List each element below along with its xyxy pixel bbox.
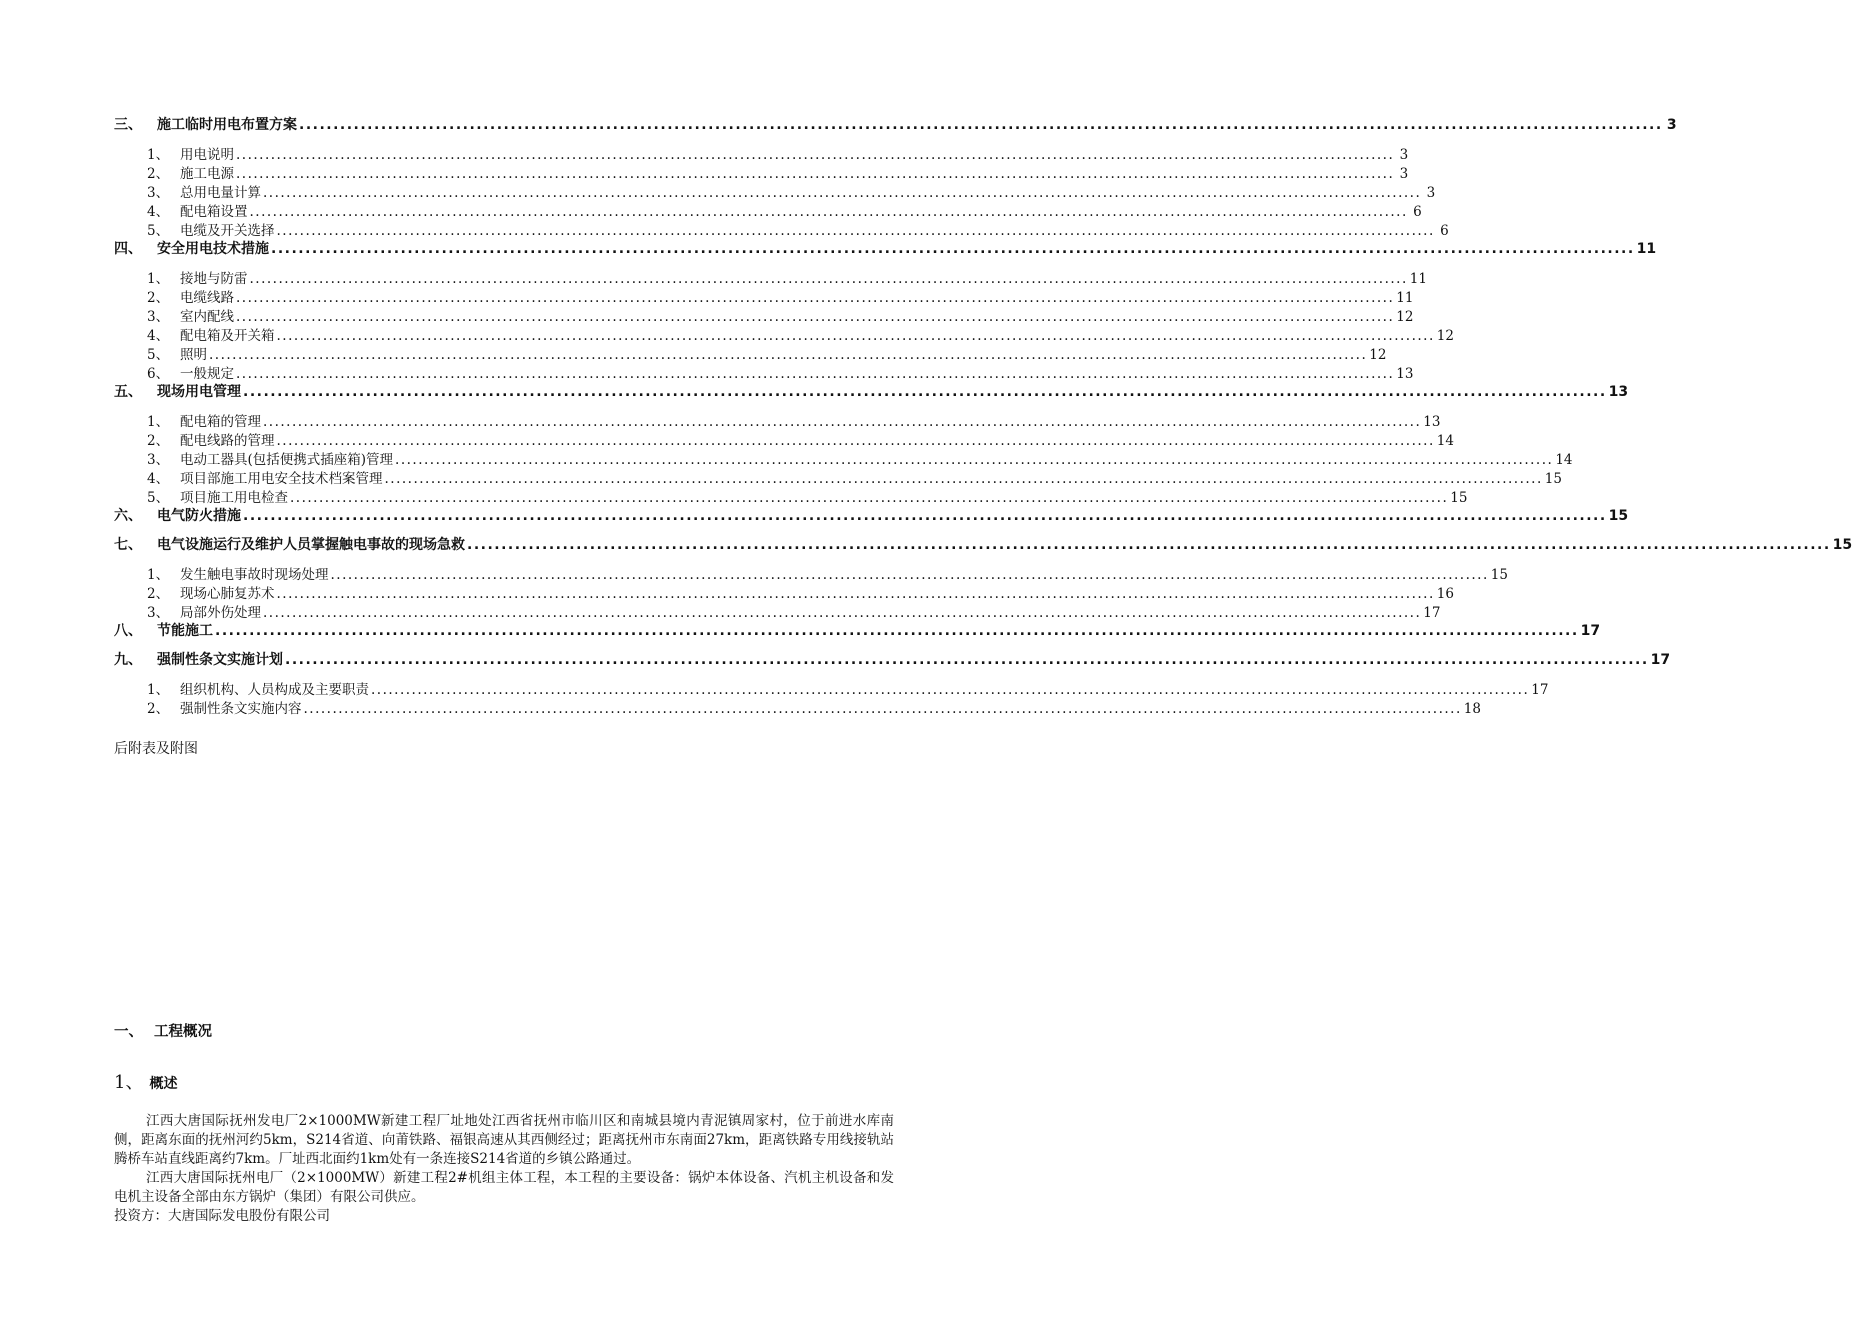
toc-page-number: 11 [1409, 271, 1427, 287]
toc-entry-title: 照明 [180, 347, 207, 363]
toc-entry-title: 局部外伤处理 [180, 605, 261, 621]
toc-entry-number: 三、 [114, 117, 142, 133]
toc-entry-title: 用电说明 [180, 147, 234, 163]
toc-entry-title: 节能施工 [157, 623, 213, 639]
toc-dot-leader: ........................................................................................................................................................................................................ [276, 586, 1435, 602]
toc-entry-title: 强制性条文实施内容 [180, 701, 302, 717]
toc-entry-title: 强制性条文实施计划 [157, 652, 283, 668]
subsection-title: 概述 [149, 1076, 178, 1092]
toc-entry-number: 1、 [147, 147, 170, 163]
toc-entry-number: 6、 [147, 366, 170, 382]
toc-entry-number: 八、 [114, 623, 142, 639]
toc-dot-leader: ........................................................................................................................................................................................................ [236, 366, 1395, 382]
toc-page-number: 17 [1423, 605, 1441, 621]
toc-dot-leader: ........................................................................................................................................................................................................ [243, 384, 1607, 400]
toc-entry[interactable] [114, 324, 1454, 344]
toc-page-number: 18 [1463, 701, 1481, 717]
toc-page-number: 15 [1608, 508, 1629, 524]
toc-entry-title: 室内配线 [180, 309, 234, 325]
toc-page-number: 15 [1490, 567, 1508, 583]
toc-dot-leader: ........................................................................................................................................................................................................ [249, 271, 1408, 287]
toc-page-number: 15 [1544, 471, 1562, 487]
toc-page-number: 12 [1396, 309, 1414, 325]
toc-dot-leader: ........................................................................................................................................................................................................ [236, 147, 1395, 163]
toc-entry[interactable] [114, 563, 1508, 583]
toc-dot-leader: ........................................................................................................................................................................................................ [243, 508, 1607, 524]
toc-entry[interactable] [114, 238, 1657, 267]
toc-entry[interactable] [114, 486, 1468, 506]
toc-page-number: 11 [1396, 290, 1414, 306]
section-heading [114, 1020, 212, 1041]
toc-dot-leader: ........................................................................................................................................................................................................ [299, 117, 1663, 133]
toc-page-number: 3 [1666, 117, 1677, 133]
toc-entry-title: 电缆及开关选择 [180, 223, 275, 239]
toc-entry-number: 五、 [114, 384, 142, 400]
toc-entry[interactable] [114, 114, 1677, 143]
toc-entry[interactable] [114, 381, 1629, 410]
toc-entry-number: 3、 [147, 452, 170, 468]
toc-dot-leader: ........................................................................................................................................................................................................ [263, 605, 1422, 621]
toc-entry[interactable] [114, 678, 1549, 698]
toc-dot-leader: ........................................................................................................................................................................................................ [276, 328, 1435, 344]
toc-entry-title: 组织机构、人员构成及主要职责 [180, 682, 369, 698]
toc-dot-leader: ........................................................................................................................................................................................................ [236, 309, 1395, 325]
toc-entry[interactable] [114, 582, 1454, 602]
toc-entry[interactable] [114, 305, 1414, 325]
toc-page-number: 6 [1440, 223, 1449, 239]
paragraph-equipment: 江西大唐国际抚州电厂（2×1000MW）新建工程2#机组主体工程，本工程的主要设备：锅炉本体设备、汽机主机设备和发电机主设备全部由东方锅炉（集团）有限公司供应。 [114, 1170, 894, 1205]
toc-entry-number: 4、 [147, 471, 170, 487]
toc-entry-number: 5、 [147, 490, 170, 506]
toc-entry-number: 3、 [147, 185, 170, 201]
toc-entry[interactable] [114, 534, 1852, 563]
toc-entry[interactable] [114, 267, 1427, 287]
toc-page-number: 13 [1608, 384, 1629, 400]
toc-page-number: 6 [1413, 204, 1422, 220]
toc-entry[interactable] [114, 467, 1562, 487]
toc-entry-title: 现场心肺复苏术 [180, 586, 275, 602]
toc-page-number: 3 [1426, 185, 1436, 201]
body-text [114, 1112, 894, 1226]
toc-dot-leader: ........................................................................................................................................................................................................ [395, 452, 1554, 468]
toc-entry-title: 配电箱及开关箱 [180, 328, 275, 344]
toc-page-number: 12 [1436, 328, 1454, 344]
toc-entry-title: 现场用电管理 [157, 384, 241, 400]
section-title: 工程概况 [154, 1024, 212, 1040]
toc-entry-title: 发生触电事故时现场处理 [180, 567, 329, 583]
toc-page-number: 3 [1399, 147, 1409, 163]
toc-page-number: 13 [1423, 414, 1441, 430]
toc-entry-title: 电气设施运行及维护人员掌握触电事故的现场急救 [157, 537, 465, 553]
toc-entry[interactable] [114, 697, 1481, 717]
toc-dot-leader: ........................................................................................................................................................................................................ [330, 567, 1489, 583]
toc-entry-number: 1、 [147, 567, 170, 583]
toc-page-number: 17 [1580, 623, 1601, 639]
toc-entry-number: 5、 [147, 347, 170, 363]
subsection-heading [114, 1068, 177, 1094]
toc-entry-title: 一般规定 [180, 366, 234, 382]
toc-entry[interactable] [114, 410, 1441, 430]
toc-page-number: 17 [1650, 652, 1671, 668]
toc-dot-leader: ........................................................................................................................................................................................................ [215, 623, 1579, 639]
toc-page-number: 12 [1369, 347, 1387, 363]
subsection-number: 1、 [114, 1072, 144, 1093]
paragraph-investor: 投资方：大唐国际发电股份有限公司 [114, 1208, 330, 1224]
toc-entry-title: 项目施工用电检查 [180, 490, 288, 506]
toc-page-number: 15 [1832, 537, 1852, 553]
toc-entry-number: 3、 [147, 605, 170, 621]
toc-entry-title: 施工电源 [180, 166, 234, 182]
toc-entry-title: 总用电量计算 [180, 185, 261, 201]
toc-page-number: 14 [1436, 433, 1454, 449]
toc-entry[interactable] [114, 181, 1436, 201]
toc-entry-number: 七、 [114, 537, 142, 553]
toc-entry[interactable] [114, 286, 1414, 306]
table-of-contents [114, 114, 1852, 717]
toc-entry-number: 2、 [147, 433, 170, 449]
toc-page-number: 13 [1396, 366, 1414, 382]
toc-entry[interactable] [114, 200, 1422, 220]
toc-entry[interactable] [114, 601, 1441, 621]
toc-entry-title: 配电线路的管理 [180, 433, 275, 449]
appendix-note: 后附表及附图 [114, 741, 198, 757]
toc-page-number: 15 [1450, 490, 1468, 506]
toc-dot-leader: ........................................................................................................................................................................................................ [236, 166, 1395, 182]
toc-dot-leader: ........................................................................................................................................................................................................ [209, 347, 1368, 363]
toc-dot-leader: ........................................................................................................................................................................................................ [263, 414, 1422, 430]
toc-entry[interactable] [114, 429, 1454, 449]
toc-page-number: 3 [1399, 166, 1409, 182]
toc-entry-title: 配电箱的管理 [180, 414, 261, 430]
toc-entry-title: 电气防火措施 [157, 508, 241, 524]
toc-entry[interactable] [114, 448, 1573, 468]
toc-dot-leader: ........................................................................................................................................................................................................ [384, 471, 1543, 487]
toc-entry[interactable] [114, 649, 1671, 678]
toc-entry-number: 六、 [114, 508, 142, 524]
toc-dot-leader: ........................................................................................................................................................................................................ [276, 223, 1435, 239]
toc-dot-leader: ........................................................................................................................................................................................................ [276, 433, 1435, 449]
section-number: 一、 [114, 1024, 143, 1040]
toc-entry-number: 5、 [147, 223, 170, 239]
toc-entry-title: 施工临时用电布置方案 [157, 117, 297, 133]
toc-page-number: 14 [1555, 452, 1573, 468]
toc-entry-title: 电动工器具(包括便携式插座箱)管理 [180, 452, 394, 468]
toc-entry-number: 1、 [147, 271, 170, 287]
toc-entry-number: 2、 [147, 701, 170, 717]
toc-page-number: 17 [1531, 682, 1549, 698]
toc-dot-leader: ........................................................................................................................................................................................................ [371, 682, 1530, 698]
toc-entry-number: 4、 [147, 328, 170, 344]
toc-entry[interactable] [114, 362, 1414, 382]
toc-dot-leader: ........................................................................................................................................................................................................ [236, 290, 1395, 306]
toc-entry-number: 1、 [147, 414, 170, 430]
toc-entry-number: 2、 [147, 586, 170, 602]
toc-entry[interactable] [114, 162, 1409, 182]
toc-entry-title: 电缆线路 [180, 290, 234, 306]
toc-entry-title: 接地与防雷 [180, 271, 248, 287]
toc-dot-leader: ........................................................................................................................................................................................................ [249, 204, 1408, 220]
toc-entry-number: 3、 [147, 309, 170, 325]
toc-dot-leader: ........................................................................................................................................................................................................ [271, 241, 1635, 257]
toc-entry-title: 配电箱设置 [180, 204, 248, 220]
toc-dot-leader: ........................................................................................................................................................................................................ [303, 701, 1462, 717]
toc-entry-number: 4、 [147, 204, 170, 220]
toc-dot-leader: ........................................................................................................................................................................................................ [263, 185, 1422, 201]
toc-entry[interactable] [114, 620, 1601, 649]
toc-entry[interactable] [114, 343, 1387, 363]
toc-entry[interactable] [114, 143, 1409, 163]
toc-entry-number: 2、 [147, 166, 170, 182]
toc-dot-leader: ........................................................................................................................................................................................................ [467, 537, 1831, 553]
toc-dot-leader: ........................................................................................................................................................................................................ [290, 490, 1449, 506]
toc-dot-leader: ........................................................................................................................................................................................................ [285, 652, 1649, 668]
toc-page-number: 11 [1636, 241, 1657, 257]
toc-entry-title: 项目部施工用电安全技术档案管理 [180, 471, 383, 487]
toc-entry[interactable] [114, 505, 1629, 534]
toc-entry-number: 1、 [147, 682, 170, 698]
toc-page-number: 16 [1436, 586, 1454, 602]
toc-entry-number: 四、 [114, 241, 142, 257]
toc-entry-number: 九、 [114, 652, 142, 668]
paragraph-location: 江西大唐国际抚州发电厂2×1000MW新建工程厂址地处江西省抚州市临川区和南城县境内青泥镇周家村，位于前进水库南侧，距离东面的抚州河约5km，S214省道、向莆铁路、福银高速从其西侧经过；距离抚州市东南面27km，距离铁路专用线接轨站腾桥车站直线距离约7km。厂址西北面约1km处有一条连接S214省道的乡镇公路通过。 [114, 1113, 894, 1167]
toc-entry-number: 2、 [147, 290, 170, 306]
toc-entry-title: 安全用电技术措施 [157, 241, 269, 257]
toc-entry[interactable] [114, 219, 1449, 239]
